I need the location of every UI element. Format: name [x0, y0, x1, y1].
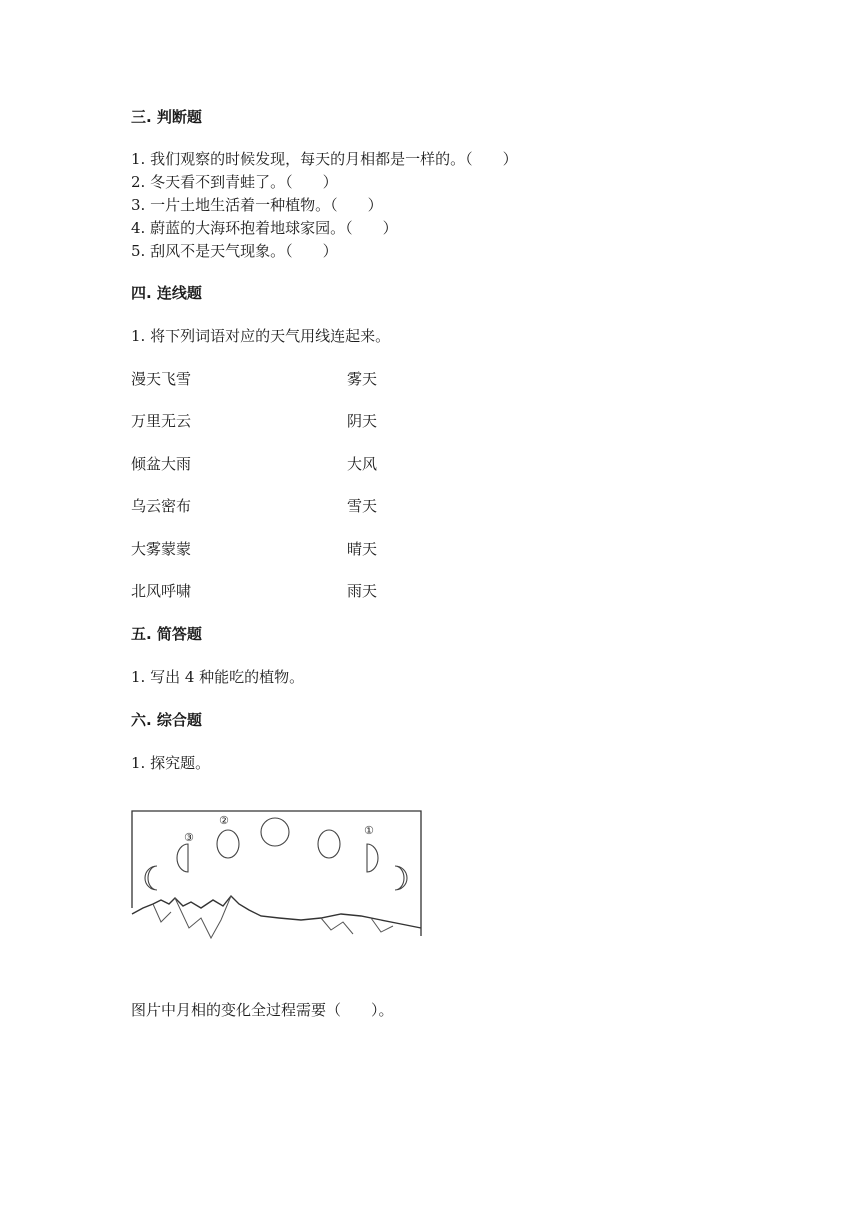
moon-phase-figure [131, 808, 423, 950]
mountain-detail [153, 904, 171, 922]
section-title-judgement: 三. 判断题 [131, 108, 202, 126]
gibbous-moon-right [318, 830, 340, 858]
matching-right-item: 阴天 [347, 412, 378, 430]
judgement-item: 1. 我们观察的时候发现，每天的月相都是一样的。（ ） [131, 150, 518, 168]
matching-right-item: 雨天 [347, 582, 378, 600]
full-moon [261, 818, 289, 846]
matching-left-item: 北风呼啸 [131, 582, 192, 600]
comprehensive-question: 1. 探究题。 [131, 754, 211, 772]
crescent-moon-right [395, 866, 407, 890]
gibbous-moon-left [217, 830, 239, 858]
matching-right-item: 大风 [347, 455, 378, 473]
matching-left-item: 乌云密布 [131, 497, 192, 515]
half-moon-right [367, 844, 378, 872]
section-title-short-answer: 五. 简答题 [131, 625, 202, 643]
judgement-item: 4. 蔚蓝的大海环抱着地球家园。（ ） [131, 219, 398, 237]
section-title-comprehensive: 六. 综合题 [131, 711, 202, 729]
figure-label-3: ③ [184, 831, 194, 844]
mountain-ridge [132, 896, 421, 928]
judgement-item: 2. 冬天看不到青蛙了。（ ） [131, 173, 338, 191]
figure-label-1: ① [364, 824, 374, 837]
figure-label-2: ② [219, 814, 229, 827]
section-title-matching: 四. 连线题 [131, 284, 202, 302]
matching-right-item: 雾天 [347, 370, 378, 388]
mountain-detail [321, 918, 353, 934]
half-moon-left [177, 844, 188, 872]
matching-right-item: 雪天 [347, 497, 378, 515]
matching-left-item: 万里无云 [131, 412, 192, 430]
matching-question: 1. 将下列词语对应的天气用线连起来。 [131, 327, 391, 345]
judgement-item: 3. 一片土地生活着一种植物。（ ） [131, 196, 383, 214]
fill-blank-question: 图片中月相的变化全过程需要（ ）。 [131, 1001, 394, 1019]
mountain-detail [175, 896, 231, 938]
matching-left-item: 漫天飞雪 [131, 370, 192, 388]
judgement-item: 5. 刮风不是天气现象。（ ） [131, 242, 338, 260]
matching-right-item: 晴天 [347, 540, 378, 558]
crescent-moon-left [145, 866, 157, 890]
matching-left-item: 倾盆大雨 [131, 455, 192, 473]
short-answer-question: 1. 写出 4 种能吃的植物。 [131, 668, 305, 686]
matching-left-item: 大雾蒙蒙 [131, 540, 192, 558]
